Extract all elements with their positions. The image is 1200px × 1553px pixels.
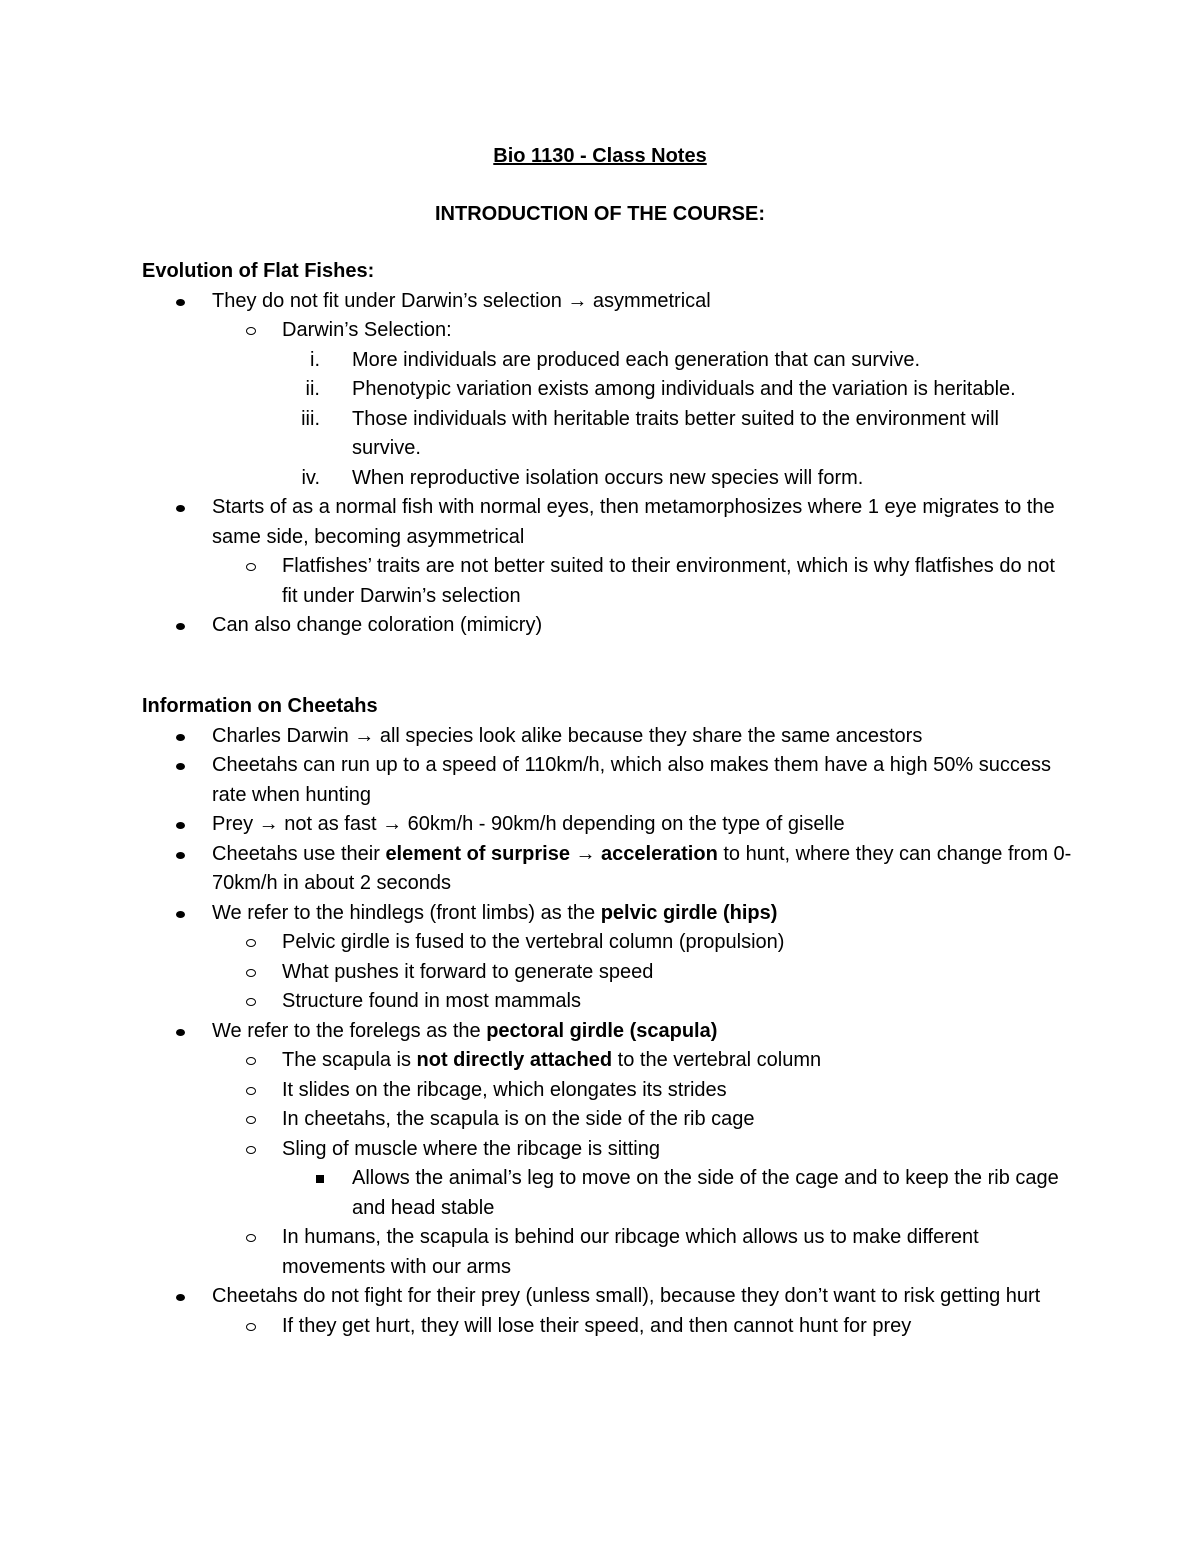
bullet-circle-icon bbox=[246, 1076, 256, 1106]
bullet-dot-icon bbox=[176, 722, 185, 752]
list-number: i. bbox=[310, 348, 320, 371]
list-item: What pushes it forward to generate speed bbox=[142, 958, 1072, 988]
list-number: ii. bbox=[305, 378, 320, 400]
list-number: iii. bbox=[301, 407, 320, 430]
list-item: Flatfishes’ traits are not better suited to their environment, which is why flatfishes do not fit under Darwin’s selection bbox=[142, 552, 1072, 611]
section-cheetahs bbox=[142, 692, 1072, 1341]
list-item: Allows the animal’s leg to move on the side of the cage and to keep the rib cage and head stable bbox=[142, 1164, 1072, 1223]
bullet-circle-icon bbox=[246, 316, 256, 346]
bullet-dot-icon bbox=[176, 751, 185, 781]
list-item: In cheetahs, the scapula is on the side of the rib cage bbox=[142, 1105, 1072, 1135]
list-item: Structure found in most mammals bbox=[142, 987, 1072, 1017]
section-flat-fishes bbox=[142, 257, 1072, 641]
bullet-circle-icon bbox=[246, 928, 256, 958]
bullet-circle-icon bbox=[246, 987, 256, 1017]
list-item: Sling of muscle where the ribcage is sitting bbox=[142, 1135, 1072, 1165]
bullet-dot-icon bbox=[176, 287, 185, 317]
bullet-dot-icon bbox=[176, 1017, 185, 1047]
bullet-dot-icon bbox=[176, 1282, 185, 1312]
bullet-square-icon bbox=[316, 1164, 324, 1194]
list-item: Cheetahs do not fight for their prey (unless small), because they don’t want to risk getting hurt bbox=[142, 1282, 1072, 1312]
list-item: iv. When reproductive isolation occurs new species will form. bbox=[142, 464, 1072, 494]
list-item: It slides on the ribcage, which elongates its strides bbox=[142, 1076, 1072, 1106]
list-item: The scapula is not directly attached to the vertebral column bbox=[142, 1046, 1072, 1076]
list-item: Cheetahs use their element of surprise → acceleration to hunt, where they can change from 0-70km/h in about 2 seconds bbox=[142, 840, 1072, 899]
list-number: iv. bbox=[301, 466, 320, 489]
page-title: Bio 1130 - Class Notes bbox=[493, 145, 707, 167]
bullet-circle-icon bbox=[246, 1312, 256, 1342]
bullet-dot-icon bbox=[176, 493, 185, 523]
list-item: Charles Darwin → all species look alike because they share the same ancestors bbox=[142, 722, 1072, 752]
list-item: They do not fit under Darwin’s selection → asymmetrical bbox=[142, 287, 1072, 317]
list-item: Cheetahs can run up to a speed of 110km/h, which also makes them have a high 50% success rate when hunting bbox=[142, 751, 1072, 810]
section-heading: Evolution of Flat Fishes: bbox=[142, 260, 375, 282]
list-item: iii. Those individuals with heritable traits better suited to the environment will survive. bbox=[142, 405, 1072, 464]
list-item: ii. Phenotypic variation exists among individuals and the variation is heritable. bbox=[142, 375, 1072, 405]
list-item: In humans, the scapula is behind our ribcage which allows us to make different movements with our arms bbox=[142, 1223, 1072, 1282]
list-item: Starts of as a normal fish with normal eyes, then metamorphosizes where 1 eye migrates to the same side, becoming asymmetrical bbox=[142, 493, 1072, 552]
section-heading: Information on Cheetahs bbox=[142, 695, 378, 717]
page-subtitle: INTRODUCTION OF THE COURSE: bbox=[435, 203, 765, 225]
bullet-circle-icon bbox=[246, 1135, 256, 1165]
bullet-dot-icon bbox=[176, 899, 185, 929]
bullet-dot-icon bbox=[176, 840, 185, 870]
list-item: Prey → not as fast → 60km/h - 90km/h depending on the type of giselle bbox=[142, 810, 1072, 840]
list-item: Pelvic girdle is fused to the vertebral column (propulsion) bbox=[142, 928, 1072, 958]
bullet-circle-icon bbox=[246, 1105, 256, 1135]
bullet-circle-icon bbox=[246, 552, 256, 582]
bullet-dot-icon bbox=[176, 810, 185, 840]
list-item: Darwin’s Selection: bbox=[142, 316, 1072, 346]
list-item: Can also change coloration (mimicry) bbox=[142, 611, 1072, 641]
bullet-circle-icon bbox=[246, 1223, 256, 1253]
bullet-circle-icon bbox=[246, 958, 256, 988]
list-item: We refer to the hindlegs (front limbs) as the pelvic girdle (hips) bbox=[142, 899, 1072, 929]
bullet-circle-icon bbox=[246, 1046, 256, 1076]
list-item: If they get hurt, they will lose their speed, and then cannot hunt for prey bbox=[142, 1312, 1072, 1342]
bullet-dot-icon bbox=[176, 611, 185, 641]
list-item: We refer to the forelegs as the pectoral girdle (scapula) bbox=[142, 1017, 1072, 1047]
list-item: i. More individuals are produced each generation that can survive. bbox=[142, 346, 1072, 376]
